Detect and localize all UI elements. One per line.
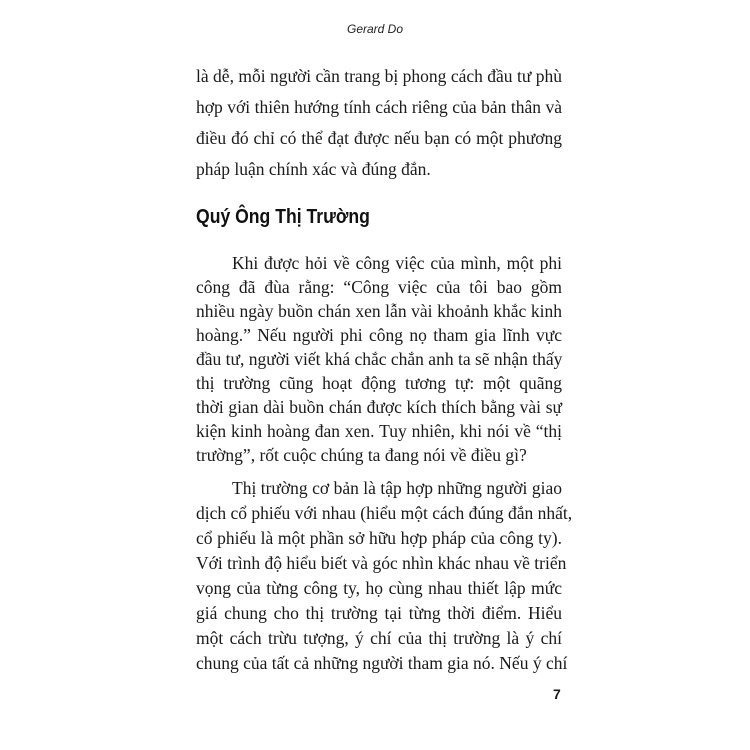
paragraph-intro [196,61,562,185]
text-line: Với trình độ hiểu biết và góc nhìn khác nhau về triển [196,553,567,573]
text-line: điều đó chỉ có thể đạt được nếu bạn có một phương [196,128,562,148]
text-line: một cách trừu tượng, ý chí của thị trường là ý chí [196,628,562,648]
text-line: thời gian dài buồn chán được kích thích bằng vài sự [196,397,562,417]
text-line: nhiều ngày buồn chán xen lẫn vài khoảnh khắc kinh [196,301,562,321]
text-line: giá chung cho thị trường tại từng thời điểm. Hiểu [196,603,562,623]
text-line: hoàng.” Nếu người phi công nọ tham gia lĩnh vực [196,325,562,345]
text-line: thị trường cũng hoạt động tương tự: một quãng [196,373,562,393]
text-line: cổ phiếu là một phần sở hữu hợp pháp của công ty). [196,528,562,548]
text-line: là dễ, mỗi người cần trang bị phong cách đầu tư phù [196,66,562,86]
text-line: chung của tất cả những người tham gia nó. Nếu ý chí [196,653,568,673]
running-head: Gerard Do [346,22,404,36]
text-line: hợp với thiên hướng tính cách riêng của bản thân và [196,97,562,117]
text-line: pháp luận chính xác và đúng đắn. [196,159,431,179]
section-heading: Quý Ông Thị Trường [196,206,370,228]
text-line: công đã đùa rằng: “Công việc của tôi bao gồm [196,277,562,297]
text-line: trường”, rốt cuộc chúng ta đang nói về điều gì? [196,445,527,465]
text-line: Thị trường cơ bản là tập hợp những người giao [232,478,562,498]
text-line: đầu tư, người viết khá chắc chắn anh ta sẽ nhận thấy [196,349,563,369]
text-line: vọng của từng công ty, họ cùng nhau thiết lập mức [196,578,562,598]
text-line: Khi được hỏi về công việc của mình, một phi [232,253,562,273]
text-line: kiện kinh hoàng đan xen. Tuy nhiên, khi nói về “thị [196,421,562,441]
text-line: dịch cổ phiếu với nhau (hiểu một cách đúng đắn nhất, [196,503,573,523]
paragraph-market [196,476,573,676]
page-number: 7 [553,686,561,702]
paragraph-pilot [196,251,562,467]
